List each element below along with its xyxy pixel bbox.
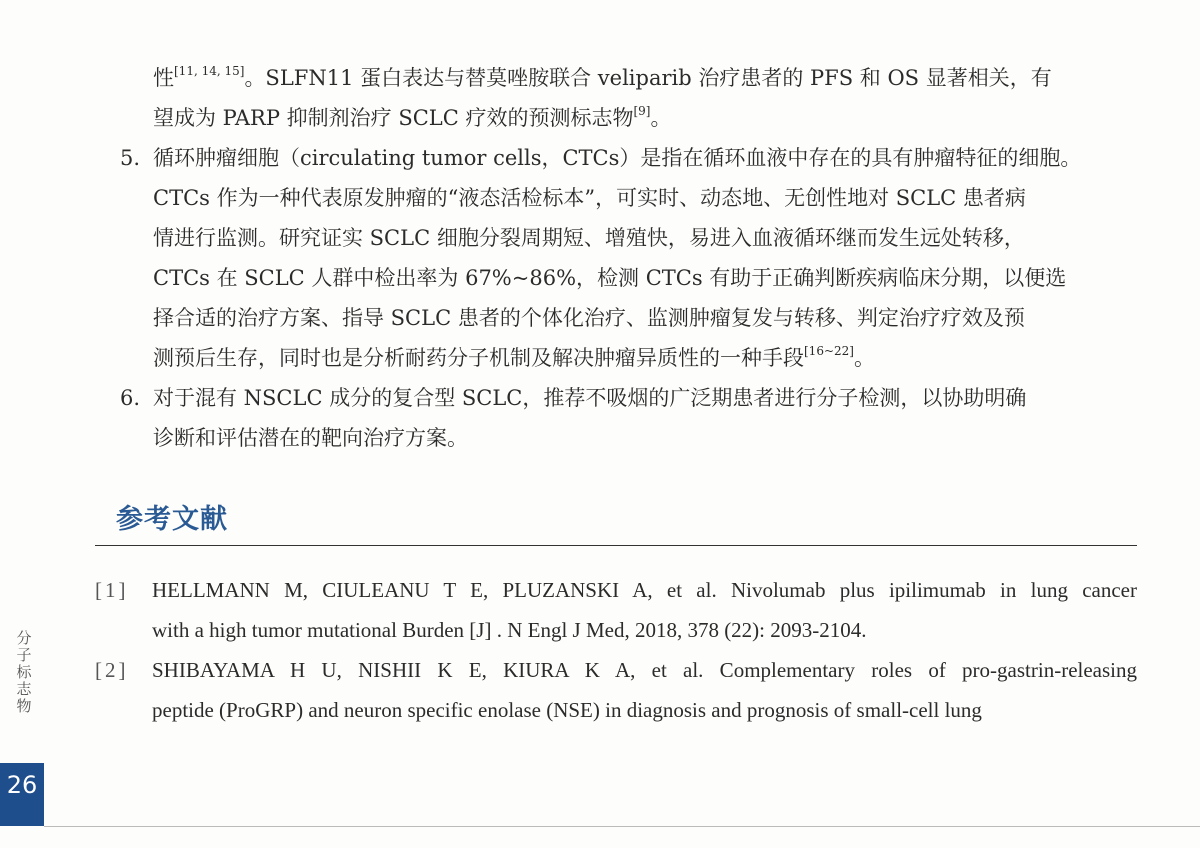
reference-item: [1] HELLMANN M, CIULEANU T E, PLUZANSKI A, et al. Nivolumab plus ipilimumab in lung cancer [95,570,1137,610]
paragraph-line: 测预后生存，同时也是分析耐药分子机制及解决肿瘤异质性的一种手段[16~22]。 [153,344,875,370]
list-item-6: 6. 对于混有 NSCLC 成分的复合型 SCLC，推荐不吸烟的广泛期患者进行分子检测，以协助明确 [120,378,1140,418]
paragraph-line: CTCs 在 SCLC 人群中检出率为 67%~86%，检测 CTCs 有助于正确判断疾病临床分期，以便选 [153,266,1067,290]
page-number: 26 [0,763,44,826]
paragraph-line: 诊断和评估潜在的靶向治疗方案。 [153,426,468,450]
list-number: 6. [120,386,141,410]
reference-number: [1] [95,578,129,602]
reference-item: [2] SHIBAYAMA H U, NISHII K E, KIURA K A, et al. Complementary roles of pro-gastrin-releasing [95,650,1137,690]
body-text [120,58,1140,458]
paragraph-line: CTCs 作为一种代表原发肿瘤的“液态活检标本”，可实时、动态地、无创性地对 SCLC 患者病 [153,186,1026,210]
reference-number: [2] [95,658,129,682]
reference-list [95,570,1137,730]
citation: [16~22] [804,344,854,358]
list-number: 5. [120,146,141,170]
citation: [9] [633,104,651,118]
reference-continuation: peptide (ProGRP) and neuron specific enolase (NSE) in diagnosis and prognosis of small-cell lung [152,698,982,722]
paragraph-line: 情进行监测。研究证实 SCLC 细胞分裂周期短、增殖快，易进入血液循环继而发生远处转移， [153,226,1025,250]
reference-continuation: with a high tumor mutational Burden [J] . N Engl J Med, 2018, 378 (22): 2093-2104. [152,618,867,642]
list-item-5: 5. 循环肿瘤细胞（circulating tumor cells，CTCs）是指在循环血液中存在的具有肿瘤特征的细胞。 [120,138,1140,178]
paragraph-line: 择合适的治疗方案、指导 SCLC 患者的个体化治疗、监测肿瘤复发与转移、判定治疗疗效及预 [153,306,1025,330]
section-divider [95,545,1137,546]
paragraph-line: 望成为 PARP 抑制剂治疗 SCLC 疗效的预测标志物[9]。 [153,104,672,130]
citation: [11, 14, 15] [174,64,245,78]
side-section-label: 分 子 标 志 物 [16,629,32,715]
footer-rule [44,826,1200,827]
section-title: 参考文献 [116,504,228,535]
paragraph-line: 性[11, 14, 15]。SLFN11 蛋白表达与替莫唑胺联合 veliparib 治疗患者的 PFS 和 OS 显著相关，有 [153,64,1052,90]
